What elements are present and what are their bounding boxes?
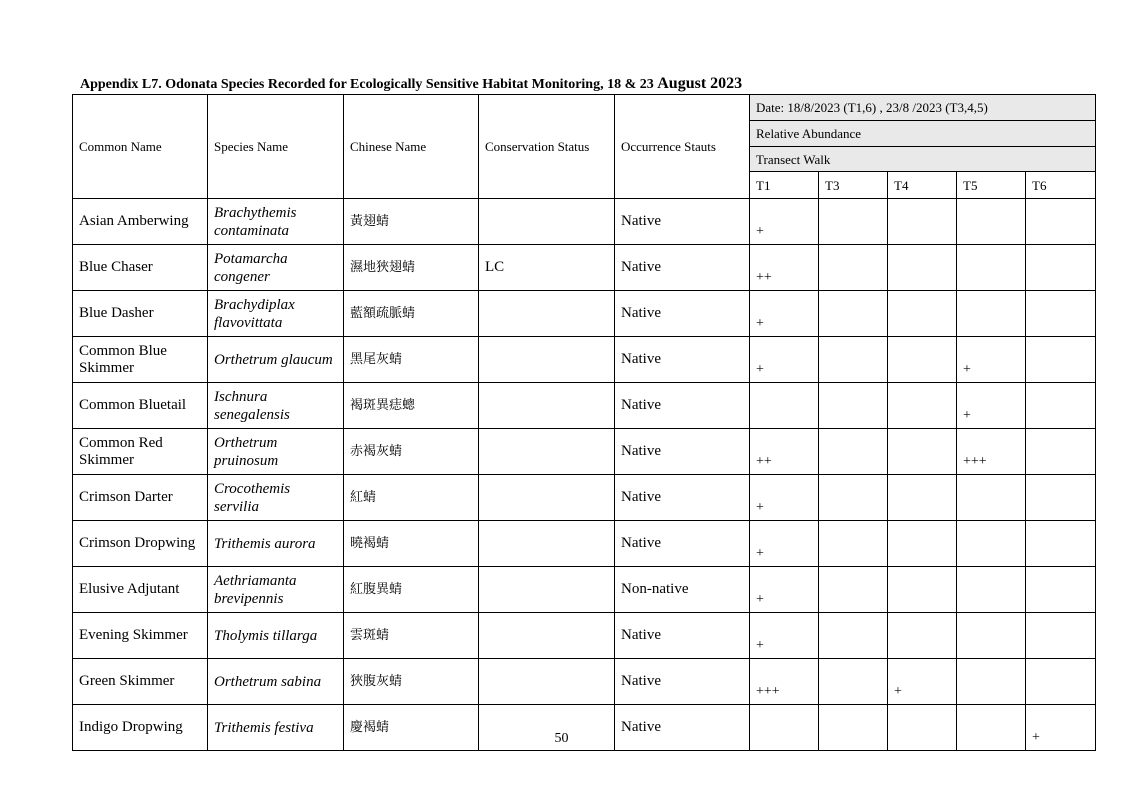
abundance-cell-t1: + [750, 337, 819, 383]
header-relative-abundance: Relative Abundance [750, 121, 1096, 147]
conservation-status-cell [479, 291, 615, 337]
abundance-cell-t3 [819, 521, 888, 567]
common-name-cell: Crimson Darter [73, 475, 208, 521]
abundance-cell-t3 [819, 245, 888, 291]
occurrence-status-cell: Native [615, 705, 750, 751]
abundance-cell-t5 [957, 521, 1026, 567]
abundance-cell-t1: + [750, 521, 819, 567]
header-chinese-name: Chinese Name [344, 95, 479, 199]
odonata-table [72, 94, 1096, 751]
species-name-cell: Tholymis tillarga [208, 613, 344, 659]
abundance-cell-t6: + [1026, 705, 1096, 751]
abundance-cell-t3 [819, 199, 888, 245]
abundance-cell-t1: ++ [750, 245, 819, 291]
table-row [73, 659, 1096, 705]
abundance-cell-t1: + [750, 613, 819, 659]
header-transect-t1: T1 [750, 172, 819, 199]
abundance-cell-t4 [888, 199, 957, 245]
common-name-cell: Asian Amberwing [73, 199, 208, 245]
species-name-cell: Orthetrum glaucum [208, 337, 344, 383]
conservation-status-cell [479, 383, 615, 429]
abundance-cell-t3 [819, 567, 888, 613]
conservation-status-cell: LC [479, 245, 615, 291]
abundance-cell-t1: +++ [750, 659, 819, 705]
abundance-cell-t6 [1026, 521, 1096, 567]
common-name-cell: Common Bluetail [73, 383, 208, 429]
table-row [73, 567, 1096, 613]
occurrence-status-cell: Native [615, 613, 750, 659]
header-date: Date: 18/8/2023 (T1,6) , 23/8 /2023 (T3,4,5) [750, 95, 1096, 121]
header-transect-t4: T4 [888, 172, 957, 199]
chinese-name-cell: 黃翅蜻 [344, 199, 479, 245]
species-name-cell: Trithemis aurora [208, 521, 344, 567]
occurrence-status-cell: Native [615, 659, 750, 705]
table-row [73, 383, 1096, 429]
common-name-cell: Evening Skimmer [73, 613, 208, 659]
abundance-cell-t6 [1026, 337, 1096, 383]
common-name-cell: Blue Dasher [73, 291, 208, 337]
abundance-cell-t3 [819, 429, 888, 475]
abundance-cell-t4 [888, 567, 957, 613]
table-row [73, 429, 1096, 475]
abundance-cell-t1: ++ [750, 429, 819, 475]
species-name-cell: Brachydiplax flavovittata [208, 291, 344, 337]
abundance-cell-t4 [888, 429, 957, 475]
header-species-name: Species Name [208, 95, 344, 199]
species-name-cell: Ischnura senegalensis [208, 383, 344, 429]
abundance-cell-t3 [819, 337, 888, 383]
occurrence-status-cell: Native [615, 291, 750, 337]
header-transect-walk: Transect Walk [750, 147, 1096, 172]
abundance-cell-t6 [1026, 475, 1096, 521]
occurrence-status-cell: Native [615, 475, 750, 521]
header-transect-t5: T5 [957, 172, 1026, 199]
species-name-cell: Orthetrum pruinosum [208, 429, 344, 475]
abundance-cell-t1: + [750, 567, 819, 613]
abundance-cell-t5 [957, 613, 1026, 659]
chinese-name-cell: 藍額疏脈蜻 [344, 291, 479, 337]
abundance-cell-t6 [1026, 659, 1096, 705]
chinese-name-cell: 雲斑蜻 [344, 613, 479, 659]
common-name-cell: Crimson Dropwing [73, 521, 208, 567]
chinese-name-cell: 濕地狹翅蜻 [344, 245, 479, 291]
abundance-cell-t5 [957, 567, 1026, 613]
occurrence-status-cell: Native [615, 199, 750, 245]
occurrence-status-cell: Non-native [615, 567, 750, 613]
abundance-cell-t5 [957, 475, 1026, 521]
abundance-cell-t5 [957, 659, 1026, 705]
species-name-cell: Trithemis festiva [208, 705, 344, 751]
species-name-cell: Aethriamanta brevipennis [208, 567, 344, 613]
abundance-cell-t4 [888, 245, 957, 291]
abundance-cell-t3 [819, 613, 888, 659]
chinese-name-cell: 紅腹異蜻 [344, 567, 479, 613]
header-occurrence-status: Occurrence Stauts [615, 95, 750, 199]
abundance-cell-t1: + [750, 475, 819, 521]
abundance-cell-t4: + [888, 659, 957, 705]
occurrence-status-cell: Native [615, 337, 750, 383]
conservation-status-cell [479, 521, 615, 567]
abundance-cell-t4 [888, 291, 957, 337]
species-name-cell: Orthetrum sabina [208, 659, 344, 705]
conservation-status-cell [479, 567, 615, 613]
table-row [73, 521, 1096, 567]
abundance-cell-t6 [1026, 245, 1096, 291]
chinese-name-cell: 黑尾灰蜻 [344, 337, 479, 383]
abundance-cell-t1 [750, 383, 819, 429]
occurrence-status-cell: Native [615, 245, 750, 291]
conservation-status-cell [479, 613, 615, 659]
table-row [73, 613, 1096, 659]
abundance-cell-t4 [888, 475, 957, 521]
species-name-cell: Potamarcha congener [208, 245, 344, 291]
chinese-name-cell: 曉褐蜻 [344, 521, 479, 567]
abundance-cell-t3 [819, 659, 888, 705]
table-row [73, 337, 1096, 383]
common-name-cell: Blue Chaser [73, 245, 208, 291]
abundance-cell-t1: + [750, 291, 819, 337]
chinese-name-cell: 紅蜻 [344, 475, 479, 521]
table-row [73, 475, 1096, 521]
table-row [73, 245, 1096, 291]
header-common-name: Common Name [73, 95, 208, 199]
header-transect-t3: T3 [819, 172, 888, 199]
conservation-status-cell [479, 659, 615, 705]
abundance-cell-t1: + [750, 199, 819, 245]
abundance-cell-t6 [1026, 567, 1096, 613]
common-name-cell: Indigo Dropwing [73, 705, 208, 751]
conservation-status-cell [479, 337, 615, 383]
occurrence-status-cell: Native [615, 383, 750, 429]
header-conservation-status: Conservation Status [479, 95, 615, 199]
caption-tail: August 2023 [657, 75, 743, 92]
table-row [73, 199, 1096, 245]
abundance-cell-t6 [1026, 383, 1096, 429]
chinese-name-cell: 慶褐蜻 [344, 705, 479, 751]
occurrence-status-cell: Native [615, 429, 750, 475]
abundance-cell-t4 [888, 521, 957, 567]
common-name-cell: Elusive Adjutant [73, 567, 208, 613]
abundance-cell-t4 [888, 337, 957, 383]
abundance-cell-t6 [1026, 291, 1096, 337]
conservation-status-cell [479, 475, 615, 521]
abundance-cell-t5: +++ [957, 429, 1026, 475]
abundance-cell-t4 [888, 383, 957, 429]
abundance-cell-t5: + [957, 383, 1026, 429]
common-name-cell: Common Blue Skimmer [73, 337, 208, 383]
abundance-cell-t5 [957, 199, 1026, 245]
abundance-cell-t5 [957, 291, 1026, 337]
abundance-cell-t5: + [957, 337, 1026, 383]
common-name-cell: Common Red Skimmer [73, 429, 208, 475]
table-caption [80, 75, 742, 93]
table-row [73, 291, 1096, 337]
conservation-status-cell [479, 199, 615, 245]
header-transect-t6: T6 [1026, 172, 1096, 199]
abundance-cell-t3 [819, 383, 888, 429]
page-number: 50 [554, 731, 569, 746]
species-name-cell: Crocothemis servilia [208, 475, 344, 521]
abundance-cell-t3 [819, 291, 888, 337]
abundance-cell-t5 [957, 245, 1026, 291]
conservation-status-cell [479, 429, 615, 475]
abundance-cell-t4 [888, 613, 957, 659]
occurrence-status-cell: Native [615, 521, 750, 567]
species-name-cell: Brachythemis contaminata [208, 199, 344, 245]
abundance-cell-t6 [1026, 613, 1096, 659]
common-name-cell: Green Skimmer [73, 659, 208, 705]
chinese-name-cell: 狹腹灰蜻 [344, 659, 479, 705]
chinese-name-cell: 赤褐灰蜻 [344, 429, 479, 475]
abundance-cell-t3 [819, 475, 888, 521]
caption-main: Appendix L7. Odonata Species Recorded for Ecologically Sensitive Habitat Monitoring, 18 & 23 [80, 77, 658, 92]
chinese-name-cell: 褐斑異痣蟌 [344, 383, 479, 429]
abundance-cell-t6 [1026, 199, 1096, 245]
abundance-cell-t6 [1026, 429, 1096, 475]
